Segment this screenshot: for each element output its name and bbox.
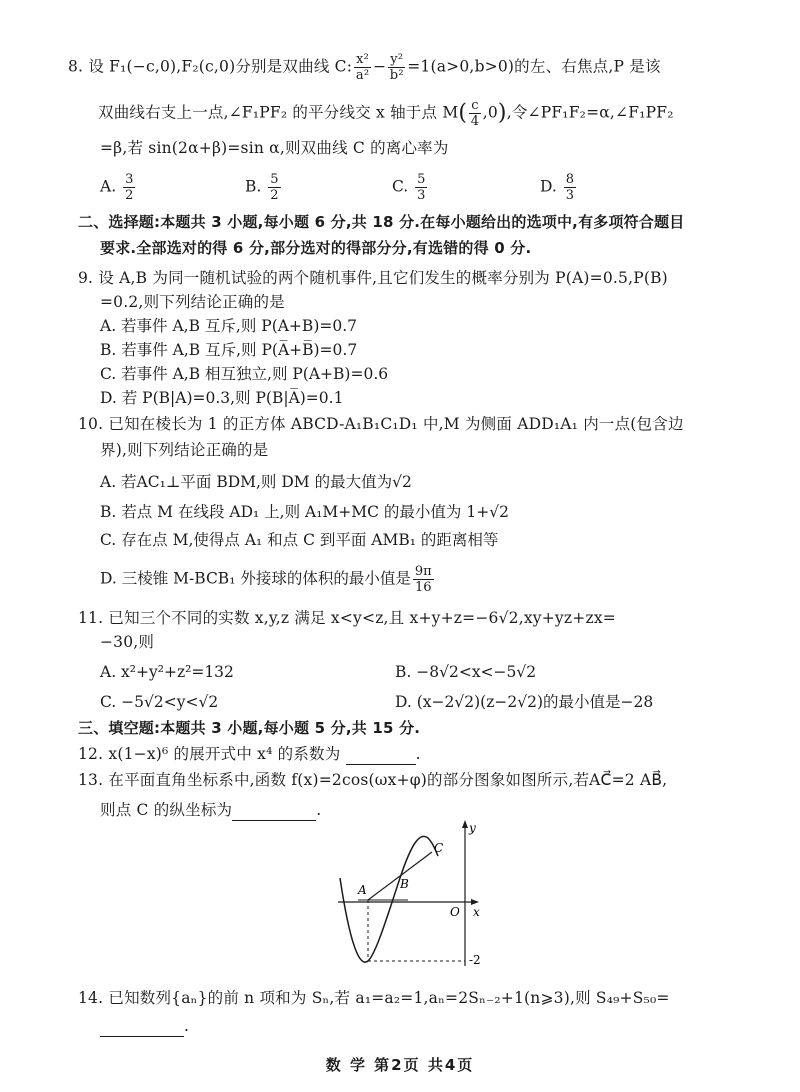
q9-option-d: D. 若 P(B|A)=0.3,则 P(B|A̅)=0.1 (100, 389, 344, 407)
q8-text-b: =1(a>0,b>0)的左、右焦点,P 是该 (407, 57, 661, 76)
q11-line1: 11. 已知三个不同的实数 x,y,z 满足 x<y<z,且 x+y+z=−6√2,xy+yz+zx= (78, 609, 616, 627)
q12-line: 12. x(1−x)⁶ 的展开式中 x⁴ 的系数为 . (78, 745, 421, 763)
page-footer: 数 学 第2页 共4页 (325, 1056, 475, 1074)
q9-option-a: A. 若事件 A,B 互斥,则 P(A+B)=0.7 (100, 317, 357, 335)
q11-option-b: B. −8√2<x<−5√2 (395, 663, 537, 681)
q8-line1: 8. 设 F₁(−c,0),F₂(c,0)分别是双曲线 C: $\frac{\text{x²}}{\text{a²}}$ − $\frac{\text{y²}}{\text{b²}}$ =1(a>0,b>0)的左、右焦点,P 是该 (68, 52, 661, 83)
label-b: B (400, 877, 409, 891)
q8-text: 8. 设 F₁(−c,0),F₂(c,0)分别是双曲线 C: (68, 57, 353, 76)
q8-line3: =β,若 sin(2α+β)=sin α,则双曲线 C 的离心率为 (100, 139, 449, 157)
segment-ac (368, 852, 432, 900)
q10-fraction-9pi-16: $\frac{9\pi}{16}$ (414, 564, 432, 595)
q11-option-c: C. −5√2<y<√2 (100, 693, 219, 711)
cosine-graph-figure (330, 818, 490, 968)
section2-heading-line1: 二、选择题:本题共 3 小题,每小题 6 分,共 18 分.在每小题给出的选项中,有多项符合题目 (78, 213, 685, 231)
q13-line1: 13. 在平面直角坐标系中,函数 f(x)=2cos(ωx+φ)的部分图象如图所示,若AC⃗=2 AB⃗, (78, 771, 668, 789)
q8-option-d: D. $\frac{8}{3}$ (540, 172, 575, 203)
q8-fraction-x2a2: $\frac{\text{x²}}{\text{a²}}$ (355, 52, 370, 83)
q8-option-b: B. $\frac{5}{2}$ (245, 172, 279, 203)
q9-option-b: B. 若事件 A,B 互斥,则 P(A̅+B̅)=0.7 (100, 341, 358, 359)
q8-fraction-c4: $\frac{c}{4}$ (470, 98, 480, 129)
cosine-curve (340, 836, 438, 962)
q9-option-c: C. 若事件 A,B 相互独立,则 P(A+B)=0.6 (100, 365, 389, 383)
q14-answer-blank[interactable] (100, 1016, 184, 1037)
q13-answer-blank[interactable] (232, 800, 316, 821)
q10-option-a: A. 若AC₁⊥平面 BDM,则 DM 的最大值为√2 (100, 473, 412, 491)
q10-line2: 界),则下列结论正确的是 (100, 441, 269, 459)
y-axis-arrow-icon (462, 820, 468, 828)
q10-line1: 10. 已知在棱长为 1 的正方体 ABCD-A₁B₁C₁D₁ 中,M 为侧面 ADD₁A₁ 内一点(包含边 (78, 415, 684, 433)
q13-line2: 则点 C 的纵坐标为 . (100, 801, 322, 819)
q8-text: 双曲线右支上一点,∠F₁PF₂ 的平分线交 x 轴于点 M (98, 103, 459, 122)
label-origin: O (450, 905, 460, 919)
label-y: y (469, 821, 476, 835)
q9-line1: 9. 设 A,B 为同一随机试验的两个随机事件,且它们发生的概率分别为 P(A)=0.5,P(B) (78, 269, 668, 287)
q11-option-d: D. (x−2√2)(z−2√2)的最小值是−28 (395, 693, 654, 711)
label-neg2: -2 (469, 953, 481, 967)
q8-option-a: A. $\frac{3}{2}$ (100, 172, 134, 203)
label-a: A (358, 883, 367, 897)
section3-heading: 三、填空题:本题共 3 小题,每小题 5 分,共 15 分. (78, 719, 421, 737)
q10-option-c: C. 存在点 M,使得点 A₁ 和点 C 到平面 AMB₁ 的距离相等 (100, 531, 499, 549)
q8-text: ,令∠PF₁F₂=α,∠F₁PF₂ (506, 103, 674, 122)
q9-line2: =0.2,则下列结论正确的是 (100, 293, 285, 311)
q11-option-a: A. x²+y²+z²=132 (100, 663, 234, 681)
q8-fraction-y2b2: $\frac{\text{y²}}{\text{b²}}$ (389, 52, 404, 83)
q12-answer-blank[interactable] (346, 744, 416, 765)
label-x: x (473, 905, 480, 919)
q8-option-c: C. $\frac{5}{3}$ (392, 172, 426, 203)
q10-option-b: B. 若点 M 在线段 AD₁ 上,则 A₁M+MC 的最小值为 1+√2 (100, 503, 509, 521)
label-c: C (434, 841, 444, 855)
q8-line2: 双曲线右支上一点,∠F₁PF₂ 的平分线交 x 轴于点 M( $\frac{c}{4}$ ,0),令∠PF₁F₂=α,∠F₁PF₂ (98, 98, 674, 129)
section2-heading-line2: 要求.全部选对的得 6 分,部分选对的得部分分,有选错的得 0 分. (100, 239, 532, 257)
q10-option-d: D. 三棱锥 M-BCB₁ 外接球的体积的最小值是 $\frac{9\pi}{16}$ (100, 564, 432, 595)
q11-line2: −30,则 (100, 633, 155, 651)
q14-line2: . (100, 1016, 189, 1037)
q14-line1: 14. 已知数列{aₙ}的前 n 项和为 Sₙ,若 a₁=a₂=1,aₙ=2Sₙ₋₂+1(n⩾3),则 S₄₉+S₅₀= (78, 989, 670, 1007)
